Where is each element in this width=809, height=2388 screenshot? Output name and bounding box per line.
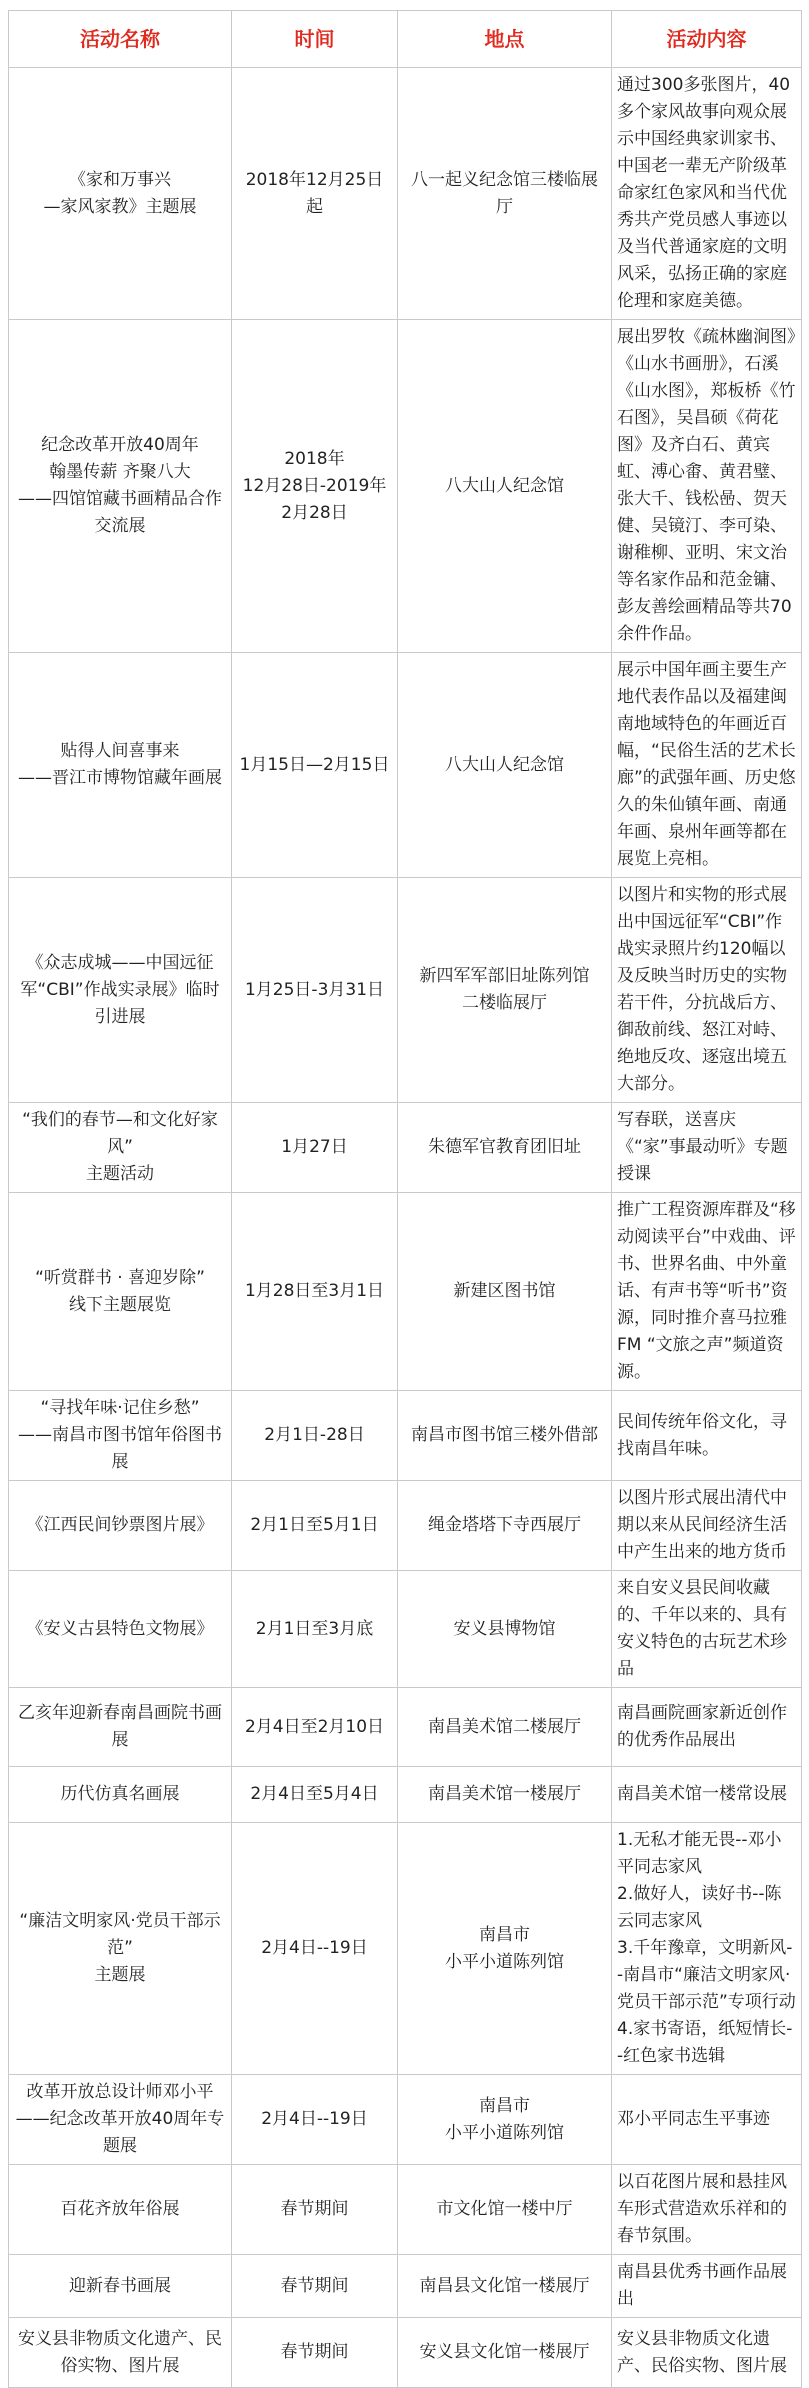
activity-name-cell: “我们的春节—和文化好家风” 主题活动 [9, 1103, 232, 1193]
location-cell: 南昌县文化馆一楼展厅 [398, 2255, 612, 2318]
time-cell: 1月15日—2月15日 [232, 653, 398, 878]
activity-name-cell: “听赏群书 · 喜迎岁除” 线下主题展览 [9, 1193, 232, 1391]
time-cell: 2月1日-28日 [232, 1391, 398, 1481]
content-cell: 南昌美术馆一楼常设展 [612, 1767, 802, 1823]
location-cell: 新四军军部旧址陈列馆 二楼临展厅 [398, 878, 612, 1103]
activity-name-cell: 安义县非物质文化遗产、民俗实物、图片展 [9, 2318, 232, 2388]
header-activity-name: 活动名称 [9, 11, 232, 68]
table-row [9, 2255, 802, 2318]
activity-name-cell: 历代仿真名画展 [9, 1767, 232, 1823]
table-row [9, 878, 802, 1103]
time-cell: 2月4日--19日 [232, 2075, 398, 2165]
activity-name-cell: 改革开放总设计师邓小平 ——纪念改革开放40周年专题展 [9, 2075, 232, 2165]
location-cell: 八大山人纪念馆 [398, 653, 612, 878]
table-row [9, 68, 802, 320]
activity-name-cell: 纪念改革开放40周年 翰墨传薪 齐聚八大 ——四馆馆藏书画精品合作交流展 [9, 320, 232, 653]
activity-name-cell: 《家和万事兴 —家风家教》主题展 [9, 68, 232, 320]
location-cell: 八大山人纪念馆 [398, 320, 612, 653]
activity-name-cell: 贴得人间喜事来 ——晋江市博物馆藏年画展 [9, 653, 232, 878]
table-row [9, 1481, 802, 1571]
location-cell: 安义县博物馆 [398, 1571, 612, 1688]
content-cell: 以图片和实物的形式展出中国远征军“CBI”作战实录照片约120幅以及反映当时历史的实物若干件，分抗战后方、御敌前线、怒江对峙、绝地反攻、逐寇出境五大部分。 [612, 878, 802, 1103]
location-cell: 八一起义纪念馆三楼临展厅 [398, 68, 612, 320]
time-cell: 2月4日至2月10日 [232, 1688, 398, 1767]
time-cell: 1月28日至3月1日 [232, 1193, 398, 1391]
table-row [9, 653, 802, 878]
content-cell: 民间传统年俗文化，寻找南昌年味。 [612, 1391, 802, 1481]
table-row [9, 1103, 802, 1193]
content-cell: 推广工程资源库群及“移动阅读平台”中戏曲、评书、世界名曲、中外童话、有声书等“听书”资源，同时推介喜马拉雅FM “文旅之声”频道资源。 [612, 1193, 802, 1391]
location-cell: 南昌市 小平小道陈列馆 [398, 2075, 612, 2165]
activity-name-cell: 乙亥年迎新春南昌画院书画展 [9, 1688, 232, 1767]
content-cell: 写春联，送喜庆 《“家”事最动听》专题授课 [612, 1103, 802, 1193]
time-cell: 2月1日至5月1日 [232, 1481, 398, 1571]
location-cell: 南昌市图书馆三楼外借部 [398, 1391, 612, 1481]
header-location: 地点 [398, 11, 612, 68]
events-table [8, 10, 802, 2388]
content-cell: 南昌画院画家新近创作的优秀作品展出 [612, 1688, 802, 1767]
table-row [9, 1193, 802, 1391]
time-cell: 2018年 12月28日-2019年 2月28日 [232, 320, 398, 653]
time-cell: 1月27日 [232, 1103, 398, 1193]
table-row [9, 1688, 802, 1767]
location-cell: 南昌美术馆一楼展厅 [398, 1767, 612, 1823]
activity-name-cell: 迎新春书画展 [9, 2255, 232, 2318]
table-row [9, 320, 802, 653]
time-cell: 2月4日至5月4日 [232, 1767, 398, 1823]
activity-name-cell: 《安义古县特色文物展》 [9, 1571, 232, 1688]
table-row [9, 1391, 802, 1481]
table-row [9, 2318, 802, 2388]
location-cell: 新建区图书馆 [398, 1193, 612, 1391]
location-cell: 市文化馆一楼中厅 [398, 2165, 612, 2255]
table-row [9, 1571, 802, 1688]
activity-name-cell: 百花齐放年俗展 [9, 2165, 232, 2255]
header-time: 时间 [232, 11, 398, 68]
time-cell: 春节期间 [232, 2165, 398, 2255]
content-cell: 展出罗牧《疏林幽涧图》《山水书画册》，石溪《山水图》，郑板桥《竹石图》，吴昌硕《荷花图》及齐白石、黄宾虹、溥心畬、黄君璧、张大千、钱松喦、贺天健、吴镜汀、李可染、谢稚柳、亚明、宋文治等名家作品和范金镛、彭友善绘画精品等共70余件作品。 [612, 320, 802, 653]
location-cell: 南昌市 小平小道陈列馆 [398, 1823, 612, 2075]
activity-name-cell: 《众志成城——中国远征军“CBI”作战实录展》临时引进展 [9, 878, 232, 1103]
content-cell: 以图片形式展出清代中期以来从民间经济生活中产生出来的地方货币 [612, 1481, 802, 1571]
table-row [9, 2165, 802, 2255]
time-cell: 2月1日至3月底 [232, 1571, 398, 1688]
location-cell: 绳金塔塔下寺西展厅 [398, 1481, 612, 1571]
time-cell: 2018年12月25日 起 [232, 68, 398, 320]
content-cell: 来自安义县民间收藏的、千年以来的、具有安义特色的古玩艺术珍品 [612, 1571, 802, 1688]
content-cell: 展示中国年画主要生产地代表作品以及福建闽南地域特色的年画近百幅，“民俗生活的艺术长廊”的武强年画、历史悠久的朱仙镇年画、南通年画、泉州年画等都在展览上亮相。 [612, 653, 802, 878]
activity-name-cell: “廉洁文明家风·党员干部示范” 主题展 [9, 1823, 232, 2075]
activity-name-cell: “寻找年味·记住乡愁” ——南昌市图书馆年俗图书展 [9, 1391, 232, 1481]
activity-name-cell: 《江西民间钞票图片展》 [9, 1481, 232, 1571]
header-content: 活动内容 [612, 11, 802, 68]
content-cell: 1.无私才能无畏--邓小平同志家风 2.做好人，读好书--陈云同志家风 3.千年豫章，文明新风--南昌市“廉洁文明家风·党员干部示范”专项行动 4.家书寄语，纸短情长--红色家书选辑 [612, 1823, 802, 2075]
time-cell: 1月25日-3月31日 [232, 878, 398, 1103]
location-cell: 安义县文化馆一楼展厅 [398, 2318, 612, 2388]
table-row [9, 2075, 802, 2165]
header-row [9, 11, 802, 68]
content-cell: 邓小平同志生平事迹 [612, 2075, 802, 2165]
content-cell: 以百花图片展和悬挂风车形式营造欢乐祥和的春节氛围。 [612, 2165, 802, 2255]
location-cell: 南昌美术馆二楼展厅 [398, 1688, 612, 1767]
content-cell: 南昌县优秀书画作品展出 [612, 2255, 802, 2318]
table-row [9, 1767, 802, 1823]
content-cell: 安义县非物质文化遗产、民俗实物、图片展 [612, 2318, 802, 2388]
table-row [9, 1823, 802, 2075]
location-cell: 朱德军官教育团旧址 [398, 1103, 612, 1193]
time-cell: 春节期间 [232, 2318, 398, 2388]
time-cell: 2月4日--19日 [232, 1823, 398, 2075]
content-cell: 通过300多张图片，40多个家风故事向观众展示中国经典家训家书、中国老一辈无产阶级革命家红色家风和当代优秀共产党员感人事迹以及当代普通家庭的文明风采，弘扬正确的家庭伦理和家庭美德。 [612, 68, 802, 320]
time-cell: 春节期间 [232, 2255, 398, 2318]
